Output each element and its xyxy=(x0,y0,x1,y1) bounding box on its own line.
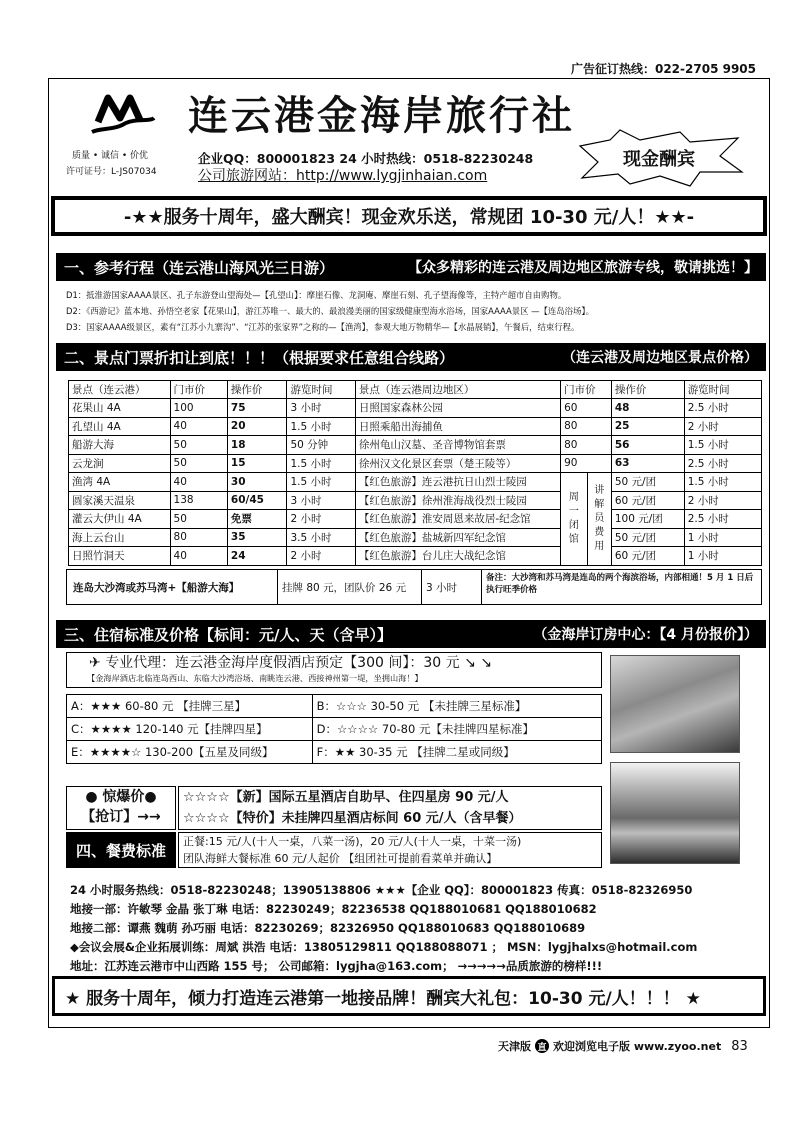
table-cell: 徐州汉文化景区套票（楚王陵等） xyxy=(355,454,560,473)
table-cell: 90 xyxy=(561,454,612,473)
table-cell: 2 小时 xyxy=(684,491,761,510)
beach-remark: 备注：大沙湾和苏马湾是连岛的两个海滨浴场，内部相通！5 月 1 日后执行旺季价格 xyxy=(481,570,761,604)
table-row xyxy=(69,510,762,529)
agent-line xyxy=(67,653,601,673)
section1-title: 一、参考行程（连云港山海风光三日游） xyxy=(64,258,335,277)
section3-note: （金海岸订房中心：【4 月份报价】） xyxy=(533,627,758,643)
section4-header: 四、餐费标准 xyxy=(66,832,176,868)
table-cell: F：★★ 30-35 元 【挂牌二星或同级】 xyxy=(312,741,601,764)
table-cell: 日照乘船出海捕鱼 xyxy=(355,417,560,436)
table-row xyxy=(69,473,762,492)
col-header: 操作价 xyxy=(611,381,684,399)
table-cell: 35 xyxy=(227,528,287,547)
table-row xyxy=(69,547,762,566)
section2-header xyxy=(56,343,766,371)
table-cell: 75 xyxy=(227,399,287,418)
table-cell: 100 xyxy=(170,399,227,418)
table-cell: 60 xyxy=(561,399,612,418)
table-cell: 60/45 xyxy=(227,491,287,510)
table-cell: 3 小时 xyxy=(287,491,355,510)
company-motto: 质量 • 诚信 • 价优 xyxy=(72,151,149,161)
section2-title: 二、景点门票折扣让到底！！！（根据要求任意组合线路） xyxy=(64,348,455,367)
hotel-agent-box xyxy=(66,652,602,688)
table-cell: 【红色旅游】盐城新四军纪念馆 xyxy=(355,528,560,547)
table-cell: 1.5 小时 xyxy=(684,473,761,492)
company-title: 连云港金海岸旅行社 xyxy=(188,92,575,139)
table-cell: 【红色旅游】台儿庄大战纪念馆 xyxy=(355,547,560,566)
table-cell: 1.5 小时 xyxy=(684,436,761,455)
table-cell: 海上云台山 xyxy=(69,528,171,547)
page-footer xyxy=(498,1038,748,1054)
contact-address: 地址：江苏连云港市中山西路 155 号； 公司邮箱：lygjha@163.com； →→→→→品质旅游的榜样!!! xyxy=(70,959,603,973)
weekday-closed-label: 周一闭馆 xyxy=(561,473,587,566)
arrow-icon: ↘ ↘ xyxy=(459,655,492,671)
edition-label: 天津版 xyxy=(498,1040,531,1053)
section3-header xyxy=(56,620,766,648)
ticket-table xyxy=(68,380,762,566)
table-cell: 2.5 小时 xyxy=(684,510,761,529)
ticket-header-row xyxy=(69,381,762,399)
table-row xyxy=(69,491,762,510)
license-number: 许可证号：L-JS07034 xyxy=(66,167,157,177)
itinerary-day2: D2：《西游记》蓝本地、孙悟空老家【花果山】，游江苏唯一、最大的、最浪漫美丽的国家级健康型海水浴场，国家AAAA景区 —【连岛浴场】。 xyxy=(66,306,594,316)
beach-price: 挂牌 80 元，团队价 26 元 xyxy=(277,570,421,604)
table-cell: 80 xyxy=(561,436,612,455)
edition-badge: 直 xyxy=(535,1039,549,1053)
col-header: 游览时间 xyxy=(287,381,355,399)
table-cell: 30 xyxy=(227,473,287,492)
qq-hotline: 企业QQ：800001823 24 小时热线：0518-82230248 xyxy=(198,151,534,166)
agent-sub: 【金海岸酒店北临连岛西山、东临大沙湾浴场、南眺连云港、西接神州第一堤，坐拥山海！】 xyxy=(87,673,423,683)
table-cell: 徐州龟山汉墓、圣音博物馆套票 xyxy=(355,436,560,455)
table-cell: 40 xyxy=(170,547,227,566)
section3-title: 三、住宿标准及价格【标间：元/人、天（含早）】 xyxy=(64,625,392,644)
table-cell: 15 xyxy=(227,454,287,473)
table-cell: 2.5 小时 xyxy=(684,454,761,473)
beach-time: 3 小时 xyxy=(421,570,481,604)
table-cell: 48 xyxy=(611,399,684,418)
table-row xyxy=(67,741,602,764)
table-cell: E：★★★★☆ 130-200【五星及同级】 xyxy=(67,741,313,764)
table-cell: 【红色旅游】淮安周恩来故居-纪念馆 xyxy=(355,510,560,529)
section1-note: 【众多精彩的连云港及周边地区旅游专线，敬请挑选！】 xyxy=(408,260,758,276)
itinerary-day3: D3：国家AAAA级景区，素有“江苏小九寨沟”、“江苏的张家界”之称的—【渔湾】，参观大地万物精华—【水晶展销】，午餐后，结束行程。 xyxy=(66,322,580,332)
section1-header xyxy=(56,253,766,281)
table-row xyxy=(69,528,762,547)
table-cell: 圆家溪天温泉 xyxy=(69,491,171,510)
table-cell: 25 xyxy=(611,417,684,436)
table-cell: 2 小时 xyxy=(684,417,761,436)
hotel-room-photo xyxy=(610,655,740,753)
top-banner: -★★服务十周年，盛大酬宾！现金欢乐送，常规团 10-30 元/人！★★- xyxy=(52,197,766,235)
grab-label: 【抢订】→→ xyxy=(81,809,161,825)
beach-name: 连岛大沙湾或苏马湾+【船游大海】 xyxy=(73,581,240,594)
bottom-banner: ★ 服务十周年，倾力打造连云港第一地接品牌！酬宾大礼包：10-30 元/人！！！ ★ xyxy=(52,976,766,1016)
table-cell: 1.5 小时 xyxy=(287,454,355,473)
page-number: 83 xyxy=(731,1038,748,1054)
table-cell: 云龙涧 xyxy=(69,454,171,473)
airplane-icon: ✈ xyxy=(89,655,106,671)
table-cell: 1 小时 xyxy=(684,547,761,566)
table-cell: 灌云大伊山 4A xyxy=(69,510,171,529)
table-cell: 日照国家森林公园 xyxy=(355,399,560,418)
ad-hotline: 广告征订热线：022-2705 9905 xyxy=(570,62,756,76)
table-cell: 船游大海 xyxy=(69,436,171,455)
table-cell: 2.5 小时 xyxy=(684,399,761,418)
table-cell: 50 xyxy=(170,454,227,473)
table-cell: 80 xyxy=(170,528,227,547)
table-cell: 2 小时 xyxy=(287,510,355,529)
website-link[interactable]: 公司旅游网站：http://www.lygjinhaian.com xyxy=(198,168,488,184)
table-cell: 50 分钟 xyxy=(287,436,355,455)
table-row xyxy=(69,454,762,473)
table-cell: 【红色旅游】连云港抗日山烈士陵园 xyxy=(355,473,560,492)
table-cell: B：☆☆☆ 30-50 元 【未挂牌三星标准】 xyxy=(312,695,601,718)
table-cell: 免票 xyxy=(227,510,287,529)
table-cell: 日照竹洞天 xyxy=(69,547,171,566)
table-row xyxy=(67,695,602,718)
table-cell: 60 元/团 xyxy=(611,547,684,566)
table-cell: 2 小时 xyxy=(287,547,355,566)
table-cell: 63 xyxy=(611,454,684,473)
contact-hotline: 24 小时服务热线：0518-82230248；13905138806 ★★★【企业 QQ】：800001823 传真：0518-82326950 xyxy=(70,883,693,897)
meal-details xyxy=(178,832,602,868)
table-cell: D：☆☆☆☆ 70-80 元【未挂牌四星标准】 xyxy=(312,718,601,741)
table-row xyxy=(69,417,762,436)
agent-line-text: 专业代理：连云港金海岸度假酒店预定【300 间】：30 元 xyxy=(105,655,460,671)
table-cell: 50 元/团 xyxy=(611,528,684,547)
beach-row xyxy=(66,569,762,605)
table-cell: 3 小时 xyxy=(287,399,355,418)
table-cell: 3.5 小时 xyxy=(287,528,355,547)
table-cell: 1 小时 xyxy=(684,528,761,547)
table-cell: 40 xyxy=(170,473,227,492)
hot-price-label: ● 惊爆价● xyxy=(85,789,157,805)
col-header: 门市价 xyxy=(170,381,227,399)
col-header: 景点（连云港周边地区） xyxy=(355,381,560,399)
cash-reward-badge: 现金酬宾 xyxy=(623,149,695,170)
meal-line: 团队海鲜大餐标准 60 元/人起价 【组团社可提前看菜单并确认】 xyxy=(183,852,498,865)
table-cell: 渔湾 4A xyxy=(69,473,171,492)
table-row xyxy=(69,399,762,418)
table-cell: 60 元/团 xyxy=(611,491,684,510)
table-row xyxy=(69,436,762,455)
hot-line: ☆☆☆☆【新】国际五星酒店自助早、住四星房 90 元/人 xyxy=(183,790,509,805)
table-cell: 18 xyxy=(227,436,287,455)
col-header: 门市价 xyxy=(561,381,612,399)
footer-slogan: 欢迎浏览电子版 www.zyoo.net xyxy=(553,1040,722,1053)
col-header: 游览时间 xyxy=(684,381,761,399)
table-cell: 80 xyxy=(561,417,612,436)
table-cell: 1.5 小时 xyxy=(287,417,355,436)
table-cell: 100 元/团 xyxy=(611,510,684,529)
company-logo xyxy=(90,92,156,136)
contact-meeting: ◆会议会展&企业拓展训练：周斌 洪浩 电话：13805129811 QQ188088071 ； MSN：lygjhalxs@hotmail.com xyxy=(70,940,698,954)
table-cell: 50 元/团 xyxy=(611,473,684,492)
col-header: 操作价 xyxy=(227,381,287,399)
table-cell: 花果山 4A xyxy=(69,399,171,418)
table-cell: 40 xyxy=(170,417,227,436)
hot-price-box xyxy=(66,786,176,830)
guide-fee-label: 讲解员费用 xyxy=(587,473,611,566)
hot-price-details xyxy=(178,786,602,830)
itinerary-day1: D1：抵淮游国家AAAA景区、孔子东游登山望海处—【孔望山】：摩崖石像、龙洞庵、摩崖石刻、孔子望海像等，主特产超市自由购物。 xyxy=(66,290,567,300)
meal-line: 正餐:15 元/人(十人一桌，八菜一汤)，20 元/人(十人一桌，十菜一汤) xyxy=(183,835,522,848)
table-cell: 1.5 小时 xyxy=(287,473,355,492)
table-cell: 20 xyxy=(227,417,287,436)
hot-line: ☆☆☆☆【特价】未挂牌四星酒店标间 60 元/人（含早餐） xyxy=(183,811,522,826)
table-cell: 138 xyxy=(170,491,227,510)
table-cell: A：★★★ 60-80 元 【挂牌三星】 xyxy=(67,695,313,718)
contact-dept2: 地接二部：谭燕 魏萌 孙巧丽 电话：82230269；82326950 QQ188010683 QQ188010689 xyxy=(70,921,586,935)
table-cell: 24 xyxy=(227,547,287,566)
table-cell: 56 xyxy=(611,436,684,455)
table-cell: C：★★★★ 120-140 元【挂牌四星】 xyxy=(67,718,313,741)
table-cell: 孔望山 4A xyxy=(69,417,171,436)
hotel-table xyxy=(66,694,602,764)
seaside-photo xyxy=(610,762,740,864)
table-cell: 【红色旅游】徐州淮海战役烈士陵园 xyxy=(355,491,560,510)
section2-note: （连云港及周边地区景点价格） xyxy=(562,350,758,366)
contact-dept1: 地接一部：许敏琴 金晶 张丁琳 电话：82230249；82236538 QQ188010681 QQ188010682 xyxy=(70,902,597,916)
table-cell: 50 xyxy=(170,510,227,529)
table-row xyxy=(67,718,602,741)
table-cell: 50 xyxy=(170,436,227,455)
col-header: 景点（连云港） xyxy=(69,381,171,399)
